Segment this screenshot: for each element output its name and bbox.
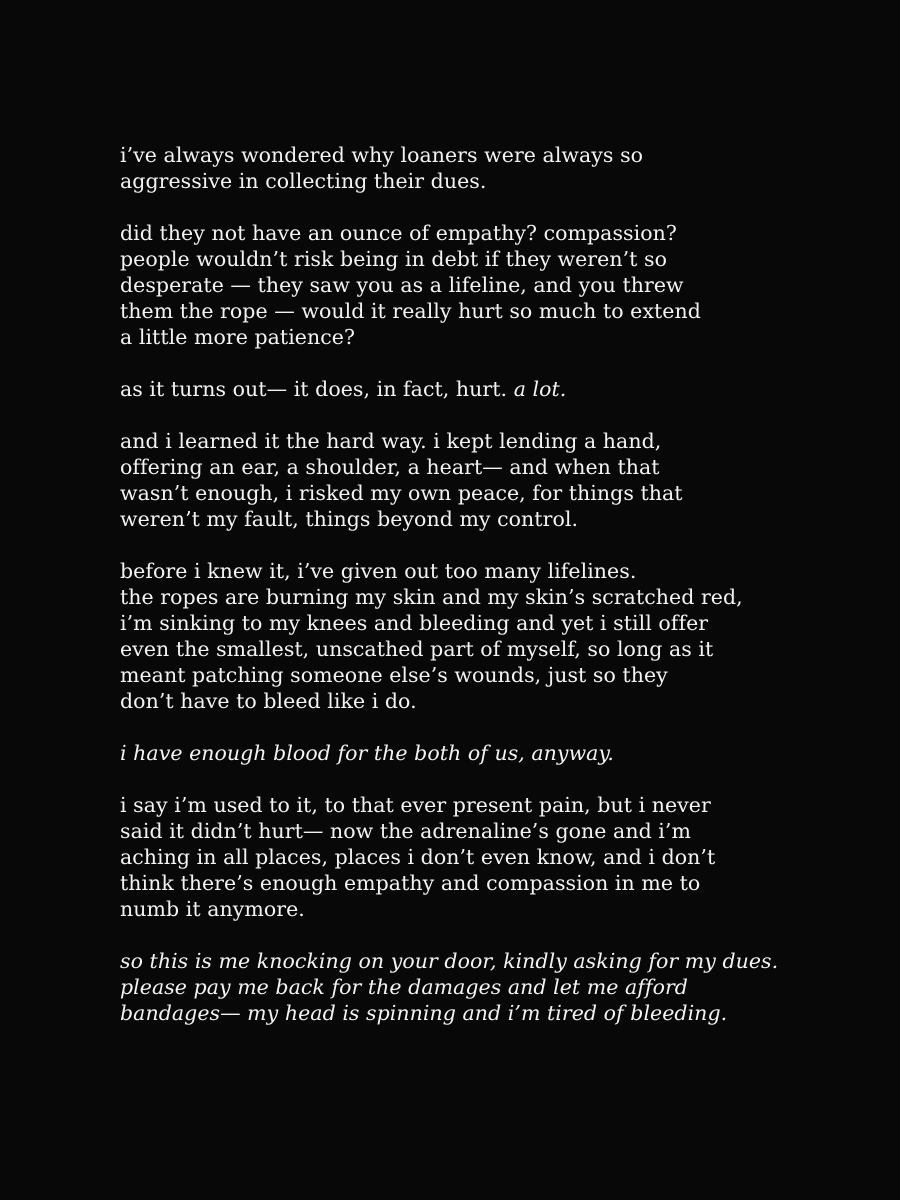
- paragraph-3-text: as it turns out— it does, in fact, hurt.: [120, 377, 508, 401]
- paragraph-5: [120, 558, 880, 714]
- paragraph-7: [120, 792, 880, 922]
- text-line: i’ve always wondered why loaners were always so: [120, 143, 644, 167]
- text-line: i have enough blood for the both of us, anyway.: [120, 741, 614, 765]
- text-line: and i learned it the hard way. i kept lending a hand,: [120, 429, 662, 453]
- text-line: aching in all places, places i don’t even know, and i don’t: [120, 845, 716, 869]
- paragraph-3: [120, 376, 880, 402]
- paragraph-6: [120, 740, 880, 766]
- text-line: weren’t my fault, things beyond my control.: [120, 507, 579, 531]
- text-line: wasn’t enough, i risked my own peace, for things that: [120, 481, 683, 505]
- text-line: desperate — they saw you as a lifeline, and you threw: [120, 273, 684, 297]
- text-line: i’m sinking to my knees and bleeding and yet i still offer: [120, 611, 709, 635]
- text-line: people wouldn’t risk being in debt if they weren’t so: [120, 247, 667, 271]
- text-line: please pay me back for the damages and let me afford: [120, 975, 688, 999]
- text-line: them the rope — would it really hurt so much to extend: [120, 299, 701, 323]
- text-line: [120, 376, 880, 402]
- text-line: even the smallest, unscathed part of myself, so long as it: [120, 637, 714, 661]
- text-line: aggressive in collecting their dues.: [120, 169, 487, 193]
- text-line: the ropes are burning my skin and my skin’s scratched red,: [120, 585, 743, 609]
- paragraph-4: [120, 428, 880, 532]
- paragraph-1: [120, 142, 880, 194]
- poem-text: [120, 142, 880, 1052]
- paragraph-8: [120, 948, 880, 1026]
- text-line: did they not have an ounce of empathy? compassion?: [120, 221, 677, 245]
- text-line: numb it anymore.: [120, 897, 305, 921]
- text-line: bandages— my head is spinning and i’m tired of bleeding.: [120, 1001, 728, 1025]
- text-line: i say i’m used to it, to that ever present pain, but i never: [120, 793, 711, 817]
- text-line: a little more patience?: [120, 325, 355, 349]
- emphasis-text: a lot.: [513, 377, 567, 401]
- text-line: offering an ear, a shoulder, a heart— and when that: [120, 455, 660, 479]
- text-line: meant patching someone else’s wounds, just so they: [120, 663, 668, 687]
- text-line: before i knew it, i’ve given out too many lifelines.: [120, 559, 637, 583]
- text-line: think there’s enough empathy and compassion in me to: [120, 871, 701, 895]
- paragraph-2: [120, 220, 880, 350]
- text-line: don’t have to bleed like i do.: [120, 689, 417, 713]
- text-line: said it didn’t hurt— now the adrenaline’s gone and i’m: [120, 819, 691, 843]
- text-line: so this is me knocking on your door, kindly asking for my dues.: [120, 949, 779, 973]
